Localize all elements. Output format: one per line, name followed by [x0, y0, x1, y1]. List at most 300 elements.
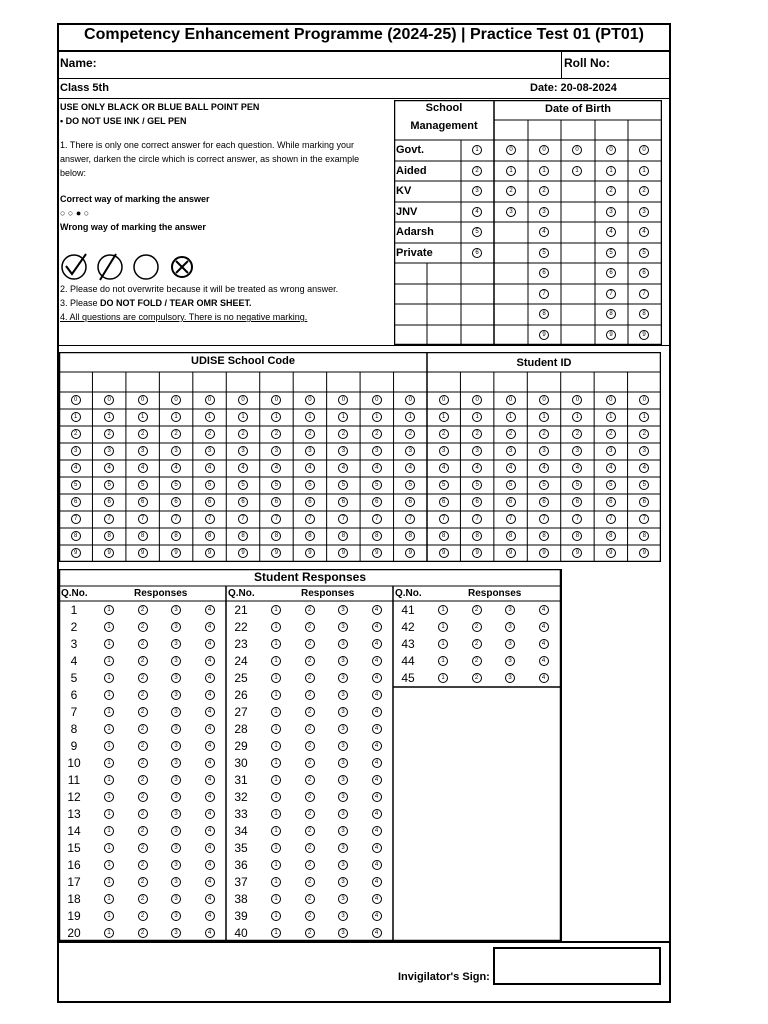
- dob-bubble[interactable]: 5: [606, 248, 616, 258]
- dob-bubble[interactable]: 1: [606, 166, 616, 176]
- response-bubble[interactable]: 4: [372, 843, 382, 853]
- response-bubble[interactable]: 1: [271, 724, 281, 734]
- response-bubble[interactable]: 1: [104, 639, 114, 649]
- student-id-bubble[interactable]: 6: [606, 497, 616, 507]
- response-bubble[interactable]: 4: [205, 860, 215, 870]
- student-id-bubble[interactable]: 6: [639, 497, 649, 507]
- response-bubble[interactable]: 3: [338, 741, 348, 751]
- name-field[interactable]: [92, 52, 558, 76]
- response-bubble[interactable]: 4: [205, 809, 215, 819]
- response-bubble[interactable]: 3: [171, 860, 181, 870]
- school-option-bubble[interactable]: 1: [472, 145, 482, 155]
- udise-bubble[interactable]: 5: [338, 480, 348, 490]
- udise-bubble[interactable]: 1: [305, 412, 315, 422]
- udise-bubble[interactable]: 8: [238, 531, 248, 541]
- dob-bubble[interactable]: 7: [639, 289, 649, 299]
- udise-bubble[interactable]: 1: [338, 412, 348, 422]
- response-bubble[interactable]: 3: [171, 792, 181, 802]
- udise-bubble[interactable]: 4: [205, 463, 215, 473]
- response-bubble[interactable]: 4: [372, 639, 382, 649]
- student-id-bubble[interactable]: 0: [606, 395, 616, 405]
- response-bubble[interactable]: 3: [338, 639, 348, 649]
- response-bubble[interactable]: 2: [138, 860, 148, 870]
- udise-bubble[interactable]: 6: [305, 497, 315, 507]
- response-bubble[interactable]: 2: [138, 741, 148, 751]
- response-bubble[interactable]: 4: [205, 877, 215, 887]
- udise-bubble[interactable]: 9: [104, 548, 114, 558]
- response-bubble[interactable]: 3: [171, 622, 181, 632]
- student-id-bubble[interactable]: 3: [606, 446, 616, 456]
- udise-bubble[interactable]: 9: [205, 548, 215, 558]
- response-bubble[interactable]: 4: [372, 826, 382, 836]
- response-bubble[interactable]: 1: [438, 656, 448, 666]
- student-id-bubble[interactable]: 3: [639, 446, 649, 456]
- response-bubble[interactable]: 4: [372, 809, 382, 819]
- response-bubble[interactable]: 1: [104, 741, 114, 751]
- response-bubble[interactable]: 3: [171, 758, 181, 768]
- response-bubble[interactable]: 3: [338, 622, 348, 632]
- response-bubble[interactable]: 1: [271, 843, 281, 853]
- response-bubble[interactable]: 2: [138, 622, 148, 632]
- dob-bubble[interactable]: 1: [539, 166, 549, 176]
- response-bubble[interactable]: 2: [472, 656, 482, 666]
- student-id-bubble[interactable]: 8: [439, 531, 449, 541]
- dob-bubble[interactable]: 3: [506, 207, 516, 217]
- response-bubble[interactable]: 3: [171, 894, 181, 904]
- student-id-bubble[interactable]: 7: [539, 514, 549, 524]
- response-bubble[interactable]: 1: [271, 860, 281, 870]
- response-bubble[interactable]: 1: [271, 605, 281, 615]
- udise-bubble[interactable]: 9: [238, 548, 248, 558]
- udise-bubble[interactable]: 2: [171, 429, 181, 439]
- student-id-bubble[interactable]: 1: [439, 412, 449, 422]
- response-bubble[interactable]: 1: [104, 809, 114, 819]
- udise-bubble[interactable]: 6: [104, 497, 114, 507]
- udise-bubble[interactable]: 5: [104, 480, 114, 490]
- udise-bubble[interactable]: 4: [372, 463, 382, 473]
- student-id-bubble[interactable]: 4: [572, 463, 582, 473]
- response-bubble[interactable]: 4: [372, 707, 382, 717]
- student-id-bubble[interactable]: 6: [539, 497, 549, 507]
- response-bubble[interactable]: 2: [305, 775, 315, 785]
- response-bubble[interactable]: 4: [372, 724, 382, 734]
- student-id-bubble[interactable]: 1: [472, 412, 482, 422]
- response-bubble[interactable]: 3: [338, 690, 348, 700]
- response-bubble[interactable]: 2: [305, 792, 315, 802]
- student-id-bubble[interactable]: 5: [539, 480, 549, 490]
- response-bubble[interactable]: 4: [372, 911, 382, 921]
- response-bubble[interactable]: 4: [372, 894, 382, 904]
- response-bubble[interactable]: 1: [104, 690, 114, 700]
- dob-bubble[interactable]: 2: [606, 186, 616, 196]
- udise-bubble[interactable]: 0: [271, 395, 281, 405]
- udise-bubble[interactable]: 2: [238, 429, 248, 439]
- response-bubble[interactable]: 1: [104, 673, 114, 683]
- udise-bubble[interactable]: 8: [372, 531, 382, 541]
- response-bubble[interactable]: 3: [505, 622, 515, 632]
- response-bubble[interactable]: 4: [372, 656, 382, 666]
- student-id-bubble[interactable]: 0: [572, 395, 582, 405]
- response-bubble[interactable]: 2: [305, 622, 315, 632]
- student-id-bubble[interactable]: 8: [472, 531, 482, 541]
- dob-bubble[interactable]: 0: [639, 145, 649, 155]
- udise-bubble[interactable]: 2: [271, 429, 281, 439]
- student-id-bubble[interactable]: 7: [572, 514, 582, 524]
- student-id-bubble[interactable]: 8: [606, 531, 616, 541]
- udise-bubble[interactable]: 9: [271, 548, 281, 558]
- student-id-bubble[interactable]: 7: [639, 514, 649, 524]
- response-bubble[interactable]: 4: [539, 656, 549, 666]
- dob-bubble[interactable]: 6: [639, 268, 649, 278]
- response-bubble[interactable]: 1: [271, 758, 281, 768]
- udise-bubble[interactable]: 7: [171, 514, 181, 524]
- response-bubble[interactable]: 3: [171, 690, 181, 700]
- student-id-bubble[interactable]: 5: [639, 480, 649, 490]
- udise-bubble[interactable]: 5: [171, 480, 181, 490]
- response-bubble[interactable]: 2: [138, 928, 148, 938]
- response-bubble[interactable]: 4: [205, 928, 215, 938]
- udise-bubble[interactable]: 4: [338, 463, 348, 473]
- udise-bubble[interactable]: 7: [104, 514, 114, 524]
- udise-bubble[interactable]: 0: [71, 395, 81, 405]
- response-bubble[interactable]: 3: [505, 605, 515, 615]
- udise-bubble[interactable]: 1: [205, 412, 215, 422]
- response-bubble[interactable]: 2: [305, 843, 315, 853]
- response-bubble[interactable]: 4: [372, 928, 382, 938]
- response-bubble[interactable]: 3: [171, 877, 181, 887]
- response-bubble[interactable]: 2: [472, 639, 482, 649]
- udise-bubble[interactable]: 6: [405, 497, 415, 507]
- student-id-bubble[interactable]: 9: [506, 548, 516, 558]
- udise-bubble[interactable]: 3: [372, 446, 382, 456]
- student-id-bubble[interactable]: 8: [639, 531, 649, 541]
- dob-bubble[interactable]: 1: [506, 166, 516, 176]
- udise-bubble[interactable]: 7: [138, 514, 148, 524]
- student-id-bubble[interactable]: 2: [539, 429, 549, 439]
- udise-bubble[interactable]: 5: [405, 480, 415, 490]
- response-bubble[interactable]: 4: [205, 639, 215, 649]
- udise-bubble[interactable]: 4: [138, 463, 148, 473]
- response-bubble[interactable]: 4: [205, 673, 215, 683]
- udise-bubble[interactable]: 9: [171, 548, 181, 558]
- response-bubble[interactable]: 1: [271, 741, 281, 751]
- response-bubble[interactable]: 3: [338, 826, 348, 836]
- udise-bubble[interactable]: 6: [238, 497, 248, 507]
- dob-bubble[interactable]: 3: [606, 207, 616, 217]
- student-id-bubble[interactable]: 9: [539, 548, 549, 558]
- student-id-bubble[interactable]: 6: [572, 497, 582, 507]
- udise-bubble[interactable]: 3: [305, 446, 315, 456]
- udise-bubble[interactable]: 9: [405, 548, 415, 558]
- udise-bubble[interactable]: 8: [271, 531, 281, 541]
- response-bubble[interactable]: 1: [438, 622, 448, 632]
- udise-bubble[interactable]: 4: [71, 463, 81, 473]
- response-bubble[interactable]: 4: [372, 690, 382, 700]
- response-bubble[interactable]: 1: [104, 860, 114, 870]
- udise-bubble[interactable]: 2: [104, 429, 114, 439]
- school-option-bubble[interactable]: 5: [472, 227, 482, 237]
- student-id-bubble[interactable]: 3: [506, 446, 516, 456]
- response-bubble[interactable]: 3: [171, 673, 181, 683]
- dob-bubble[interactable]: 4: [639, 227, 649, 237]
- student-id-bubble[interactable]: 2: [639, 429, 649, 439]
- student-id-bubble[interactable]: 3: [472, 446, 482, 456]
- response-bubble[interactable]: 2: [138, 809, 148, 819]
- response-bubble[interactable]: 1: [271, 707, 281, 717]
- udise-bubble[interactable]: 5: [271, 480, 281, 490]
- response-bubble[interactable]: 4: [372, 741, 382, 751]
- response-bubble[interactable]: 4: [372, 792, 382, 802]
- response-bubble[interactable]: 4: [205, 911, 215, 921]
- response-bubble[interactable]: 2: [138, 707, 148, 717]
- udise-bubble[interactable]: 2: [138, 429, 148, 439]
- udise-bubble[interactable]: 7: [405, 514, 415, 524]
- response-bubble[interactable]: 4: [539, 622, 549, 632]
- udise-bubble[interactable]: 9: [305, 548, 315, 558]
- response-bubble[interactable]: 1: [271, 639, 281, 649]
- dob-bubble[interactable]: 9: [606, 330, 616, 340]
- udise-bubble[interactable]: 2: [71, 429, 81, 439]
- response-bubble[interactable]: 2: [305, 639, 315, 649]
- udise-bubble[interactable]: 3: [238, 446, 248, 456]
- udise-bubble[interactable]: 9: [71, 548, 81, 558]
- response-bubble[interactable]: 2: [138, 775, 148, 785]
- response-bubble[interactable]: 1: [438, 639, 448, 649]
- response-bubble[interactable]: 1: [271, 622, 281, 632]
- udise-bubble[interactable]: 1: [138, 412, 148, 422]
- student-id-bubble[interactable]: 9: [439, 548, 449, 558]
- response-bubble[interactable]: 1: [438, 605, 448, 615]
- udise-bubble[interactable]: 6: [71, 497, 81, 507]
- response-bubble[interactable]: 3: [171, 656, 181, 666]
- response-bubble[interactable]: 3: [338, 877, 348, 887]
- response-bubble[interactable]: 1: [104, 792, 114, 802]
- dob-bubble[interactable]: 8: [539, 309, 549, 319]
- dob-bubble[interactable]: 0: [539, 145, 549, 155]
- udise-bubble[interactable]: 5: [205, 480, 215, 490]
- response-bubble[interactable]: 3: [171, 809, 181, 819]
- udise-bubble[interactable]: 4: [171, 463, 181, 473]
- response-bubble[interactable]: 3: [171, 741, 181, 751]
- dob-bubble[interactable]: 5: [539, 248, 549, 258]
- dob-bubble[interactable]: 0: [606, 145, 616, 155]
- udise-bubble[interactable]: 3: [338, 446, 348, 456]
- response-bubble[interactable]: 4: [372, 673, 382, 683]
- student-id-bubble[interactable]: 6: [472, 497, 482, 507]
- response-bubble[interactable]: 3: [338, 894, 348, 904]
- student-id-bubble[interactable]: 9: [472, 548, 482, 558]
- udise-bubble[interactable]: 0: [171, 395, 181, 405]
- student-id-bubble[interactable]: 0: [472, 395, 482, 405]
- student-id-bubble[interactable]: 4: [506, 463, 516, 473]
- response-bubble[interactable]: 2: [305, 605, 315, 615]
- udise-bubble[interactable]: 1: [104, 412, 114, 422]
- response-bubble[interactable]: 4: [205, 724, 215, 734]
- udise-bubble[interactable]: 4: [238, 463, 248, 473]
- udise-bubble[interactable]: 1: [238, 412, 248, 422]
- udise-bubble[interactable]: 9: [338, 548, 348, 558]
- response-bubble[interactable]: 2: [305, 911, 315, 921]
- dob-bubble[interactable]: 6: [539, 268, 549, 278]
- student-id-bubble[interactable]: 1: [572, 412, 582, 422]
- school-option-bubble[interactable]: 3: [472, 186, 482, 196]
- student-id-bubble[interactable]: 7: [606, 514, 616, 524]
- response-bubble[interactable]: 3: [505, 673, 515, 683]
- response-bubble[interactable]: 3: [338, 724, 348, 734]
- udise-bubble[interactable]: 5: [305, 480, 315, 490]
- response-bubble[interactable]: 1: [271, 673, 281, 683]
- response-bubble[interactable]: 1: [438, 673, 448, 683]
- udise-bubble[interactable]: 6: [138, 497, 148, 507]
- response-bubble[interactable]: 3: [338, 792, 348, 802]
- response-bubble[interactable]: 2: [305, 877, 315, 887]
- student-id-bubble[interactable]: 9: [639, 548, 649, 558]
- response-bubble[interactable]: 4: [372, 775, 382, 785]
- udise-bubble[interactable]: 1: [271, 412, 281, 422]
- response-bubble[interactable]: 3: [171, 928, 181, 938]
- response-bubble[interactable]: 3: [338, 673, 348, 683]
- response-bubble[interactable]: 1: [271, 928, 281, 938]
- response-bubble[interactable]: 2: [305, 724, 315, 734]
- dob-bubble[interactable]: 6: [606, 268, 616, 278]
- student-id-bubble[interactable]: 1: [539, 412, 549, 422]
- udise-bubble[interactable]: 7: [271, 514, 281, 524]
- student-id-bubble[interactable]: 0: [539, 395, 549, 405]
- response-bubble[interactable]: 2: [472, 605, 482, 615]
- student-id-bubble[interactable]: 3: [539, 446, 549, 456]
- response-bubble[interactable]: 3: [171, 724, 181, 734]
- response-bubble[interactable]: 3: [171, 639, 181, 649]
- dob-bubble[interactable]: 3: [639, 207, 649, 217]
- school-option-bubble[interactable]: 2: [472, 166, 482, 176]
- response-bubble[interactable]: 1: [104, 724, 114, 734]
- response-bubble[interactable]: 2: [138, 911, 148, 921]
- udise-bubble[interactable]: 8: [205, 531, 215, 541]
- dob-bubble[interactable]: 8: [606, 309, 616, 319]
- student-id-bubble[interactable]: 4: [539, 463, 549, 473]
- udise-bubble[interactable]: 9: [138, 548, 148, 558]
- response-bubble[interactable]: 2: [138, 826, 148, 836]
- response-bubble[interactable]: 3: [338, 775, 348, 785]
- udise-bubble[interactable]: 8: [405, 531, 415, 541]
- response-bubble[interactable]: 3: [171, 775, 181, 785]
- response-bubble[interactable]: 1: [104, 707, 114, 717]
- response-bubble[interactable]: 1: [104, 877, 114, 887]
- dob-bubble[interactable]: 3: [539, 207, 549, 217]
- invigilator-sign-box[interactable]: [493, 947, 661, 985]
- response-bubble[interactable]: 1: [104, 758, 114, 768]
- student-id-bubble[interactable]: 5: [439, 480, 449, 490]
- response-bubble[interactable]: 2: [305, 928, 315, 938]
- udise-bubble[interactable]: 5: [372, 480, 382, 490]
- dob-bubble[interactable]: 1: [639, 166, 649, 176]
- student-id-bubble[interactable]: 2: [506, 429, 516, 439]
- student-id-bubble[interactable]: 5: [572, 480, 582, 490]
- udise-bubble[interactable]: 6: [171, 497, 181, 507]
- response-bubble[interactable]: 4: [205, 656, 215, 666]
- student-id-bubble[interactable]: 4: [639, 463, 649, 473]
- udise-bubble[interactable]: 3: [171, 446, 181, 456]
- udise-bubble[interactable]: 0: [372, 395, 382, 405]
- dob-bubble[interactable]: 4: [606, 227, 616, 237]
- response-bubble[interactable]: 3: [338, 605, 348, 615]
- response-bubble[interactable]: 2: [138, 656, 148, 666]
- student-id-bubble[interactable]: 2: [472, 429, 482, 439]
- dob-bubble[interactable]: 1: [572, 166, 582, 176]
- response-bubble[interactable]: 3: [505, 656, 515, 666]
- response-bubble[interactable]: 1: [271, 809, 281, 819]
- response-bubble[interactable]: 4: [372, 877, 382, 887]
- student-id-bubble[interactable]: 8: [506, 531, 516, 541]
- udise-bubble[interactable]: 1: [372, 412, 382, 422]
- udise-bubble[interactable]: 8: [171, 531, 181, 541]
- dob-bubble[interactable]: 2: [539, 186, 549, 196]
- response-bubble[interactable]: 4: [372, 605, 382, 615]
- response-bubble[interactable]: 3: [338, 843, 348, 853]
- student-id-bubble[interactable]: 8: [539, 531, 549, 541]
- school-option-bubble[interactable]: 4: [472, 207, 482, 217]
- student-id-bubble[interactable]: 5: [506, 480, 516, 490]
- response-bubble[interactable]: 1: [104, 775, 114, 785]
- udise-bubble[interactable]: 7: [205, 514, 215, 524]
- response-bubble[interactable]: 4: [205, 792, 215, 802]
- response-bubble[interactable]: 3: [505, 639, 515, 649]
- student-id-bubble[interactable]: 9: [606, 548, 616, 558]
- response-bubble[interactable]: 1: [271, 656, 281, 666]
- response-bubble[interactable]: 2: [305, 656, 315, 666]
- response-bubble[interactable]: 3: [338, 860, 348, 870]
- udise-bubble[interactable]: 5: [138, 480, 148, 490]
- udise-bubble[interactable]: 0: [138, 395, 148, 405]
- dob-bubble[interactable]: 5: [639, 248, 649, 258]
- udise-bubble[interactable]: 3: [271, 446, 281, 456]
- response-bubble[interactable]: 2: [305, 758, 315, 768]
- response-bubble[interactable]: 1: [104, 826, 114, 836]
- udise-bubble[interactable]: 5: [71, 480, 81, 490]
- response-bubble[interactable]: 2: [138, 605, 148, 615]
- udise-bubble[interactable]: 0: [305, 395, 315, 405]
- student-id-bubble[interactable]: 0: [506, 395, 516, 405]
- dob-bubble[interactable]: 2: [639, 186, 649, 196]
- response-bubble[interactable]: 1: [104, 894, 114, 904]
- response-bubble[interactable]: 3: [171, 911, 181, 921]
- student-id-bubble[interactable]: 2: [439, 429, 449, 439]
- student-id-bubble[interactable]: 1: [606, 412, 616, 422]
- udise-bubble[interactable]: 0: [104, 395, 114, 405]
- udise-bubble[interactable]: 4: [104, 463, 114, 473]
- student-id-bubble[interactable]: 4: [606, 463, 616, 473]
- response-bubble[interactable]: 2: [138, 639, 148, 649]
- response-bubble[interactable]: 4: [539, 673, 549, 683]
- response-bubble[interactable]: 3: [338, 656, 348, 666]
- student-id-bubble[interactable]: 6: [439, 497, 449, 507]
- udise-bubble[interactable]: 6: [372, 497, 382, 507]
- udise-bubble[interactable]: 2: [405, 429, 415, 439]
- response-bubble[interactable]: 1: [104, 622, 114, 632]
- dob-bubble[interactable]: 0: [506, 145, 516, 155]
- response-bubble[interactable]: 4: [372, 860, 382, 870]
- response-bubble[interactable]: 2: [305, 894, 315, 904]
- response-bubble[interactable]: 2: [305, 741, 315, 751]
- response-bubble[interactable]: 2: [305, 860, 315, 870]
- response-bubble[interactable]: 4: [205, 758, 215, 768]
- udise-bubble[interactable]: 1: [405, 412, 415, 422]
- dob-bubble[interactable]: 9: [639, 330, 649, 340]
- udise-bubble[interactable]: 7: [71, 514, 81, 524]
- udise-bubble[interactable]: 8: [71, 531, 81, 541]
- response-bubble[interactable]: 4: [205, 741, 215, 751]
- response-bubble[interactable]: 1: [104, 843, 114, 853]
